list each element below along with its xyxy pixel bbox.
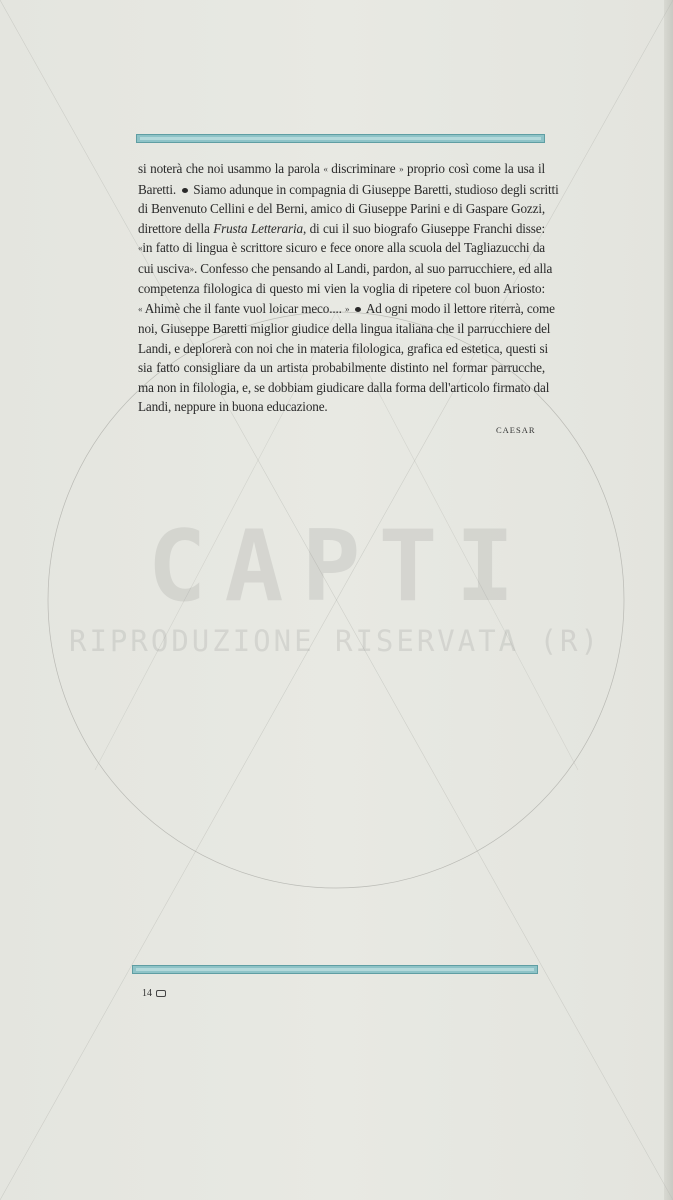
page-ornament-icon <box>156 990 166 997</box>
italic-title: Frusta Letteraria <box>213 220 303 236</box>
text-line: di Benvenuto Cellini e del Berni, amico di Giuseppe Parini e di Gaspare Gozzi, <box>138 201 545 216</box>
guillemet: « <box>138 243 143 253</box>
guillemet: » <box>189 263 194 274</box>
text-line: Baretti. Siamo adunque in compagnia di Giuseppe Baretti, studioso degli scritti <box>138 181 559 197</box>
guillemet: « <box>138 303 143 314</box>
text-line: Landi, neppure in buona educazione. <box>138 399 328 414</box>
paragraph-bullet-icon <box>182 188 188 193</box>
guillemet: « <box>323 164 328 174</box>
text-line: «in fatto di lingua è scrittore sicuro e fece onore alla scuola del Tagliazucchi da <box>138 240 545 255</box>
text-line: cui usciva». Confesso che pensando al Landi, pardon, al suo parrucchiere, ed alla <box>138 260 553 276</box>
watermark-subtitle: RIPRODUZIONE RISERVATA (R) <box>69 624 601 658</box>
guillemet: » <box>399 164 404 174</box>
text-line: si noterà che noi usammo la parola « discriminare » proprio così come la usa il <box>138 161 545 176</box>
text-line: noi, Giuseppe Baretti miglior giudice della lingua italiana che il parrucchiere del <box>138 321 551 336</box>
text-line: sia fatto consigliare da un artista probabilmente distinto nel formar parrucche, <box>138 360 545 375</box>
text-line: Landi, e deplorerà con noi che in materia filologica, grafica ed estetica, questi si <box>138 340 548 356</box>
guillemet: » <box>344 303 350 314</box>
text-line: ma non in filologia, e, se dobbiam giudicare dalla forma dell'articolo firmato dal <box>138 379 550 395</box>
signature: CAESAR <box>496 425 536 435</box>
text-line: direttore della Frusta Letteraria, di cui il suo biografo Giuseppe Franchi disse: <box>138 220 545 236</box>
page-number-value: 14 <box>142 988 152 999</box>
article-text <box>138 159 559 417</box>
top-decorative-rule <box>136 134 545 143</box>
page-number <box>142 988 166 999</box>
bottom-decorative-rule <box>132 965 538 974</box>
text-line: « Ahimè che il fante vuol loicar meco.... » Ad ogni modo il lettore riterrà, come <box>138 300 555 316</box>
text-line: competenza filologica di questo mi vien la voglia di ripetere col buon Ariosto: <box>138 281 545 296</box>
paragraph-bullet-icon <box>355 307 361 312</box>
watermark-title: CAPTI <box>147 510 533 624</box>
